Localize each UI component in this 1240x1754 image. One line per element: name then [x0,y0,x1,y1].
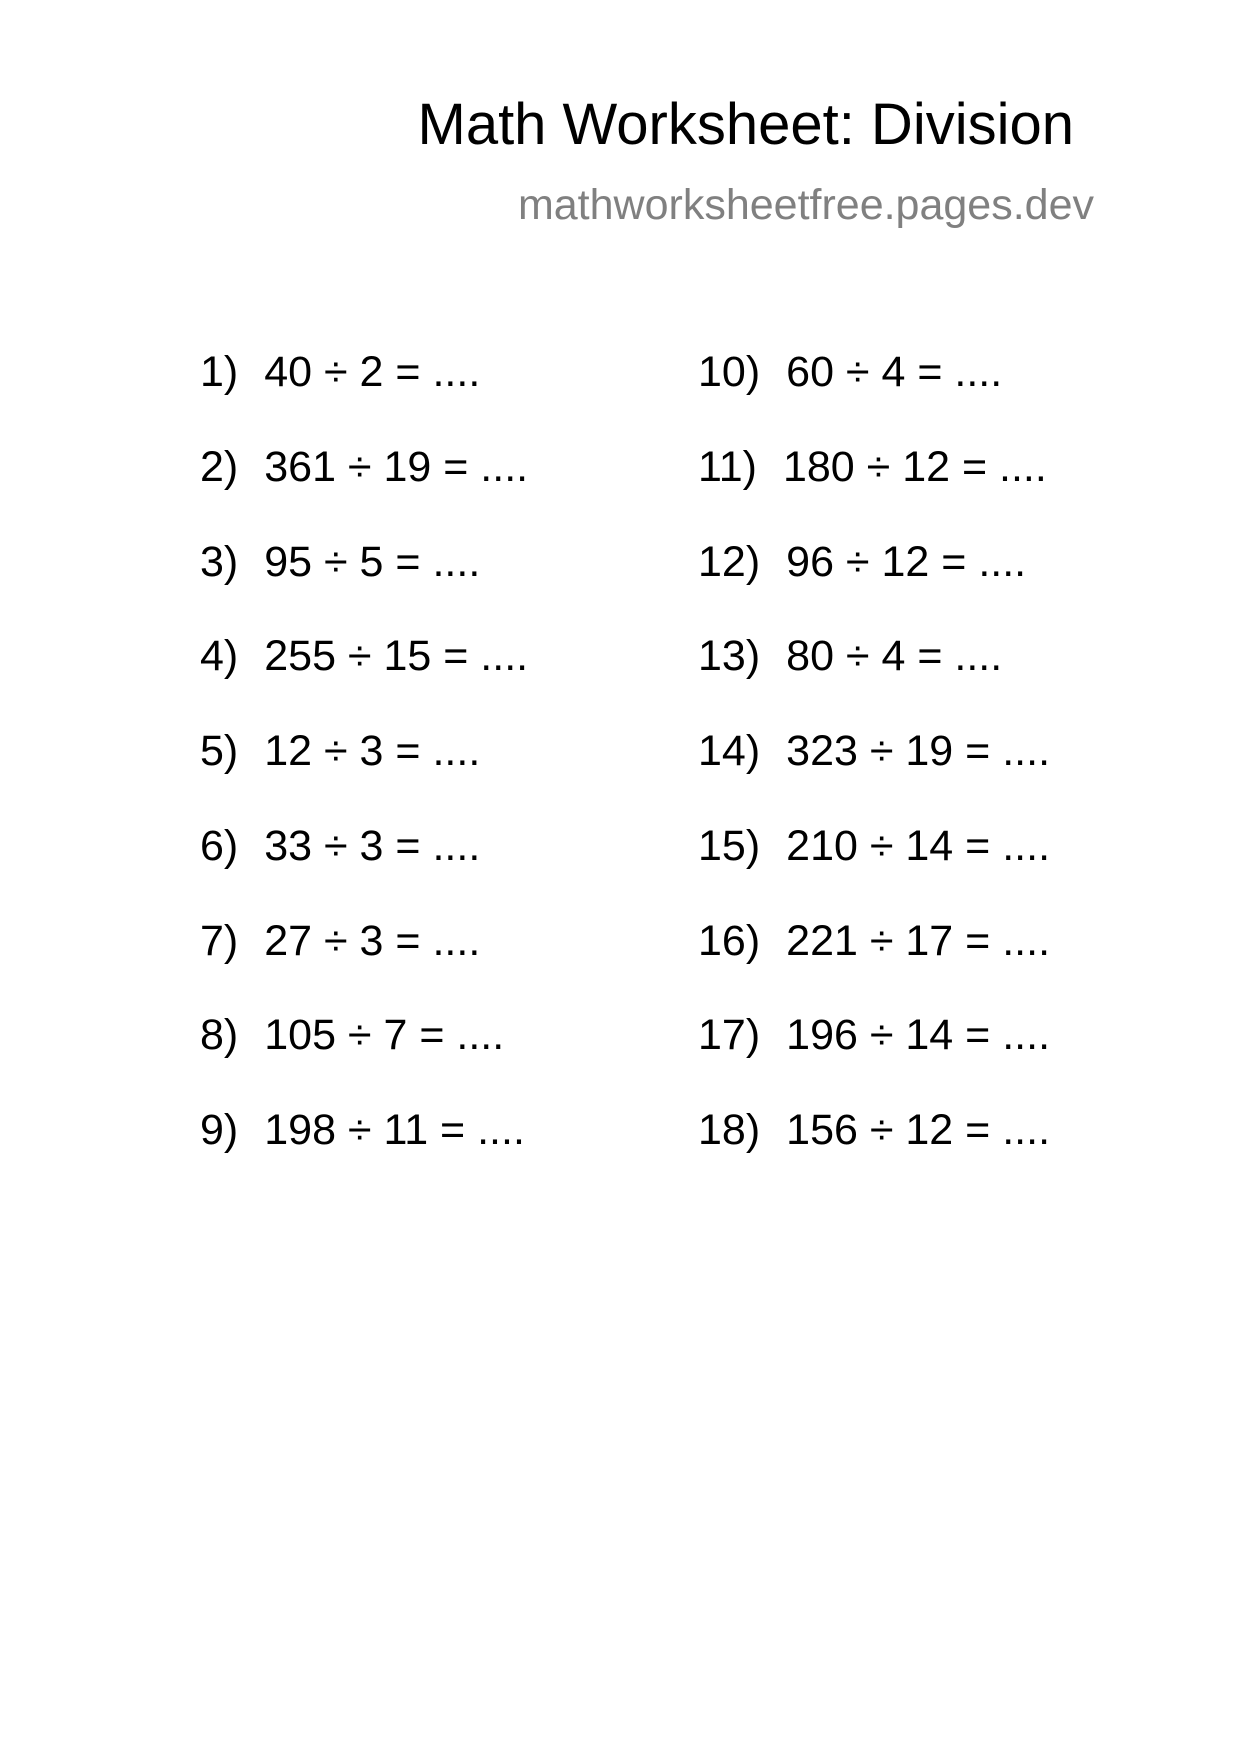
problem-number: 5) [200,727,239,775]
problem-number: 15) [698,822,761,870]
problem-expression: 12 ÷ 3 = .... [264,727,481,775]
problem-item [200,443,528,491]
problem-expression: 60 ÷ 4 = .... [786,348,1003,396]
problem-expression: 198 ÷ 11 = .... [264,1106,525,1154]
problem-expression: 180 ÷ 12 = .... [782,443,1047,491]
problem-number: 11) [698,443,757,491]
problem-item [200,917,480,965]
problem-number: 13) [698,632,761,680]
problem-item [200,727,480,775]
problem-expression: 221 ÷ 17 = .... [786,917,1051,965]
problem-number: 8) [200,1011,239,1059]
problem-expression: 95 ÷ 5 = .... [264,538,481,586]
problem-item [698,727,1050,775]
problem-item [698,443,1047,491]
problem-item [200,348,480,396]
problem-number: 10) [698,348,761,396]
problem-number: 9) [200,1106,239,1154]
problem-expression: 105 ÷ 7 = .... [264,1011,505,1059]
problem-number: 1) [200,348,239,396]
problem-item [698,538,1026,586]
problem-number: 7) [200,917,239,965]
problem-expression: 80 ÷ 4 = .... [786,632,1003,680]
problem-expression: 323 ÷ 19 = .... [786,727,1051,775]
problem-expression: 33 ÷ 3 = .... [264,822,481,870]
problem-expression: 156 ÷ 12 = .... [786,1106,1051,1154]
site-url: mathworksheetfree.pages.dev [517,181,1094,229]
problem-number: 17) [698,1011,761,1059]
problem-number: 6) [200,822,239,870]
problem-number: 4) [200,632,239,680]
problem-expression: 361 ÷ 19 = .... [264,443,529,491]
problem-expression: 210 ÷ 14 = .... [786,822,1051,870]
problem-expression: 27 ÷ 3 = .... [264,917,481,965]
page-title: Math Worksheet: Division [417,92,1074,157]
problem-number: 3) [200,538,239,586]
problem-number: 12) [698,538,761,586]
problem-expression: 96 ÷ 12 = .... [786,538,1027,586]
problem-number: 16) [698,917,761,965]
problem-expression: 196 ÷ 14 = .... [786,1011,1051,1059]
problem-item [200,1011,504,1059]
problem-item [200,632,528,680]
problem-item [698,917,1050,965]
problem-expression: 255 ÷ 15 = .... [264,632,529,680]
problem-number: 14) [698,727,761,775]
problem-item [200,822,480,870]
problem-item [698,1106,1050,1154]
problem-item [698,348,1002,396]
problem-item [698,632,1002,680]
problem-item [698,822,1050,870]
problem-item [200,538,480,586]
problem-item [200,1106,525,1154]
problem-number: 2) [200,443,239,491]
problem-expression: 40 ÷ 2 = .... [264,348,481,396]
problem-number: 18) [698,1106,761,1154]
problem-item [698,1011,1050,1059]
worksheet-header [417,92,1075,157]
